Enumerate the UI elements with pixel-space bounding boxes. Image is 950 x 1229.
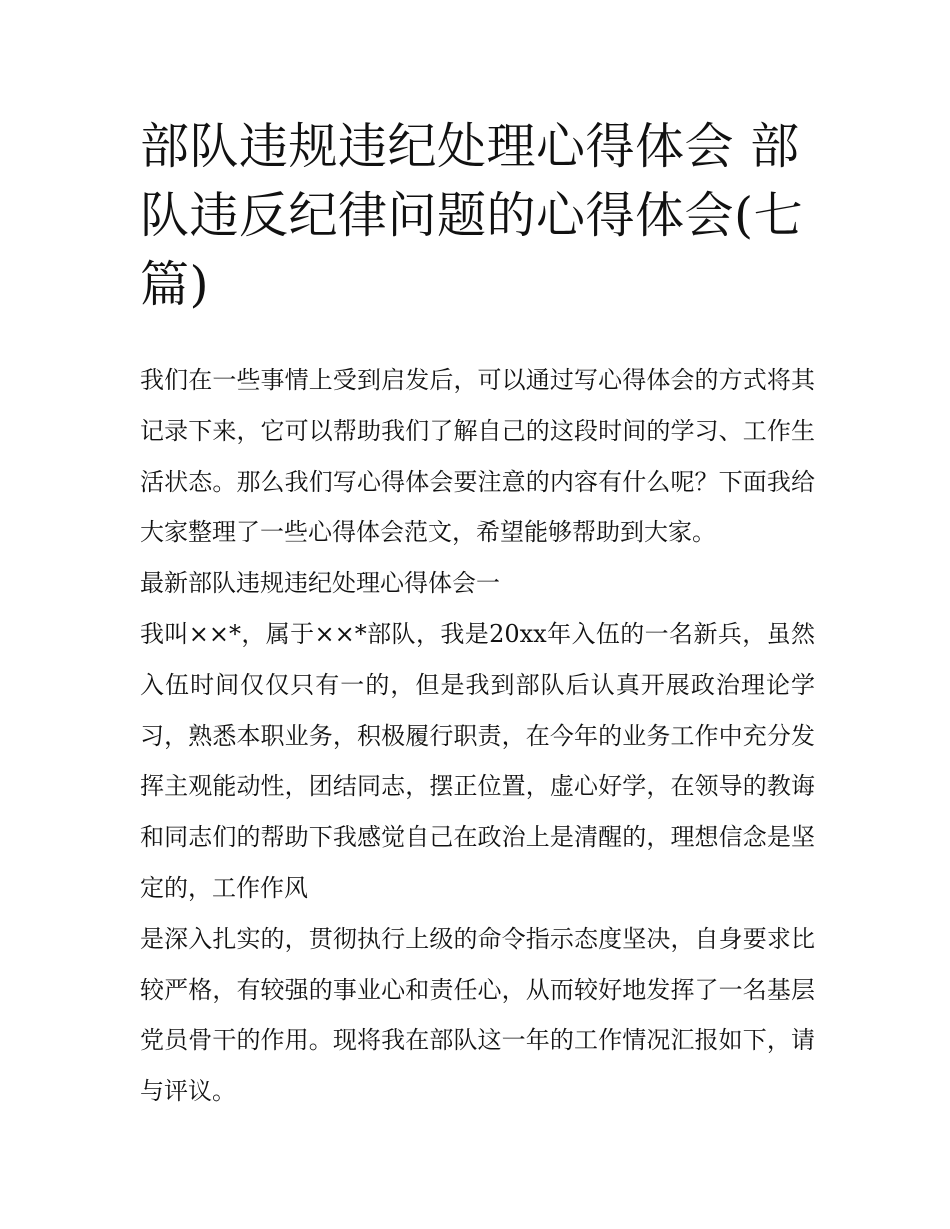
- document-body: [140, 355, 815, 1117]
- body-paragraph: 我叫××*，属于××*部队，我是20xx年入伍的一名新兵，虽然入伍时间仅仅只有一的，但是我到部队后认真开展政治理论学习，熟悉本职业务，积极履行职责，在今年的业务工作中充分发挥主观能动性，团结同志，摆正位置，虚心好学，在领导的教诲和同志们的帮助下我感觉自己在政治上是清醒的，理想信念是坚定的，工作作风: [140, 619, 815, 902]
- intro-paragraph: 我们在一些事情上受到启发后，可以通过写心得体会的方式将其记录下来，它可以帮助我们了解自己的这段时间的学习、工作生活状态。那么我们写心得体会要注意的内容有什么呢？下面我给大家整理了一些心得体会范文，希望能够帮助到大家。: [140, 366, 815, 547]
- document-title: 部队违规违纪处理心得体会 部队违反纪律问题的心得体会(七篇): [140, 118, 804, 313]
- section-heading: 最新部队违规违纪处理心得体会一: [140, 569, 500, 598]
- body-paragraph: 是深入扎实的，贯彻执行上级的命令指示态度坚决，自身要求比较严格，有较强的事业心和责任心，从而较好地发挥了一名基层党员骨干的作用。现将我在部队这一年的工作情况汇报如下，请与评议。: [140, 924, 815, 1106]
